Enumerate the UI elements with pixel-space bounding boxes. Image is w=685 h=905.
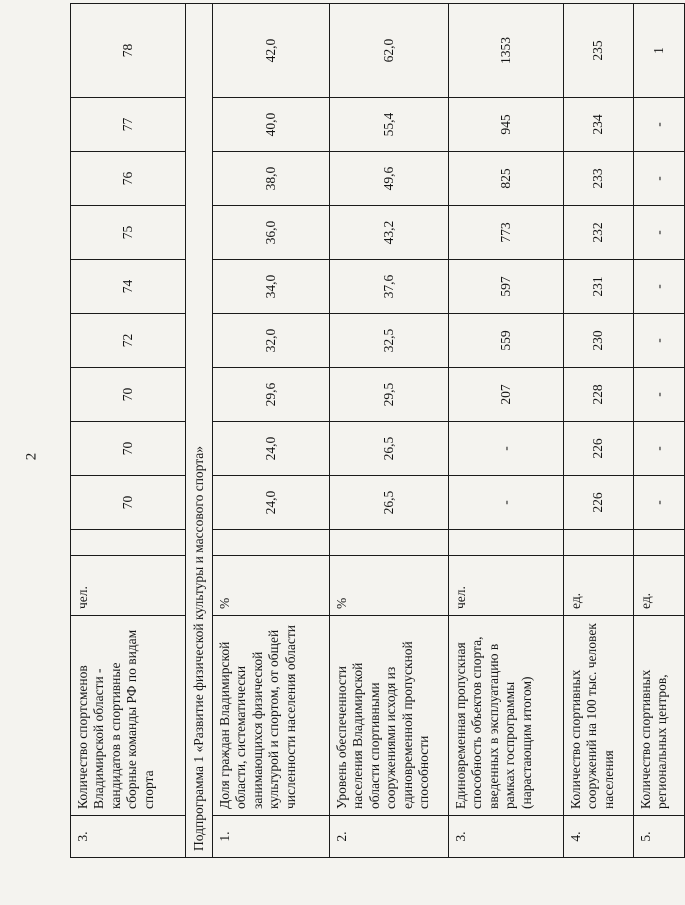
value-cell: 29,5 [330, 368, 449, 422]
value-cell: - [634, 98, 685, 152]
value-cell: - [449, 422, 564, 476]
value-cell: 76 [71, 152, 186, 206]
value-cell: 226 [564, 422, 634, 476]
value-cell: 559 [449, 314, 564, 368]
value-cell: 24,0 [213, 476, 330, 530]
table-row [564, 4, 634, 858]
value-cell: 36,0 [213, 206, 330, 260]
value-cell: - [449, 476, 564, 530]
unit: ед. [564, 556, 634, 616]
value-cell: 40,0 [213, 98, 330, 152]
subprogram-title: Подпрограмма 1 «Развитие физической культуры и массового спорта» [186, 4, 213, 858]
value-cell: 78 [71, 4, 186, 98]
table-row [330, 4, 449, 858]
value-cell: 32,5 [330, 314, 449, 368]
value-cell: - [634, 368, 685, 422]
value-cell: 43,2 [330, 206, 449, 260]
value-cell: 70 [71, 368, 186, 422]
table-row [449, 4, 564, 858]
value-cell: 70 [71, 476, 186, 530]
value-cell: 37,6 [330, 260, 449, 314]
value-cell: 226 [564, 476, 634, 530]
indicator-name: Уровень обеспеченности населения Владимирской области спортивными сооружениями исходя из единовременной пропускной способности [330, 616, 449, 816]
unit: чел. [449, 556, 564, 616]
value-cell: 62,0 [330, 4, 449, 98]
value-cell: - [634, 314, 685, 368]
value-cell: 597 [449, 260, 564, 314]
value-cell: 773 [449, 206, 564, 260]
value-cell: 34,0 [213, 260, 330, 314]
table-row [634, 4, 685, 858]
value-cell: 1353 [449, 4, 564, 98]
spacer-cell [330, 530, 449, 556]
value-cell: 32,0 [213, 314, 330, 368]
value-cell: 74 [71, 260, 186, 314]
row-number: 4. [564, 816, 634, 858]
value-cell: - [634, 260, 685, 314]
rotated-table-container [70, 37, 670, 858]
value-cell: - [634, 422, 685, 476]
unit: % [213, 556, 330, 616]
value-cell: 77 [71, 98, 186, 152]
page-number: 2 [23, 452, 40, 461]
value-cell: 72 [71, 314, 186, 368]
value-cell: 1 [634, 4, 685, 98]
spacer-cell [449, 530, 564, 556]
value-cell: 24,0 [213, 422, 330, 476]
value-cell: 70 [71, 422, 186, 476]
row-number: 3. [71, 816, 186, 858]
spacer-cell [213, 530, 330, 556]
indicator-name: Единовременная пропускная способность объектов спорта, введенных в эксплуатацию в рамках госпрограммы (нарастающим итогом) [449, 616, 564, 816]
row-number: 1. [213, 816, 330, 858]
value-cell: - [634, 152, 685, 206]
value-cell: 945 [449, 98, 564, 152]
indicator-name: Количество спортсменов Владимирской области - кандидатов в спортивные сборные команды РФ по видам спорта [71, 616, 186, 816]
unit: чел. [71, 556, 186, 616]
value-cell: 233 [564, 152, 634, 206]
value-cell: - [634, 476, 685, 530]
value-cell: 825 [449, 152, 564, 206]
value-cell: 228 [564, 368, 634, 422]
value-cell: 232 [564, 206, 634, 260]
value-cell: 29,6 [213, 368, 330, 422]
value-cell: - [634, 206, 685, 260]
value-cell: 75 [71, 206, 186, 260]
value-cell: 26,5 [330, 422, 449, 476]
unit: % [330, 556, 449, 616]
spacer-cell [634, 530, 685, 556]
table-row [71, 4, 186, 858]
value-cell: 235 [564, 4, 634, 98]
value-cell: 207 [449, 368, 564, 422]
spacer-cell [71, 530, 186, 556]
row-number: 2. [330, 816, 449, 858]
indicator-name: Количество спортивных сооружений на 100 тыс. человек населения [564, 616, 634, 816]
value-cell: 230 [564, 314, 634, 368]
value-cell: 26,5 [330, 476, 449, 530]
value-cell: 38,0 [213, 152, 330, 206]
value-cell: 42,0 [213, 4, 330, 98]
row-number: 5. [634, 816, 685, 858]
value-cell: 231 [564, 260, 634, 314]
indicator-name: Доля граждан Владимирской области, систематически занимающихся физической культурой и спортом, от общей численности населения области [213, 616, 330, 816]
subprogram-row [186, 4, 213, 858]
value-cell: 55,4 [330, 98, 449, 152]
unit: ед. [634, 556, 685, 616]
spacer-cell [564, 530, 634, 556]
value-cell: 49,6 [330, 152, 449, 206]
table-row [213, 4, 330, 858]
indicators-table [70, 3, 685, 858]
indicator-name: Количество спортивных региональных центров, [634, 616, 685, 816]
row-number: 3. [449, 816, 564, 858]
value-cell: 234 [564, 98, 634, 152]
